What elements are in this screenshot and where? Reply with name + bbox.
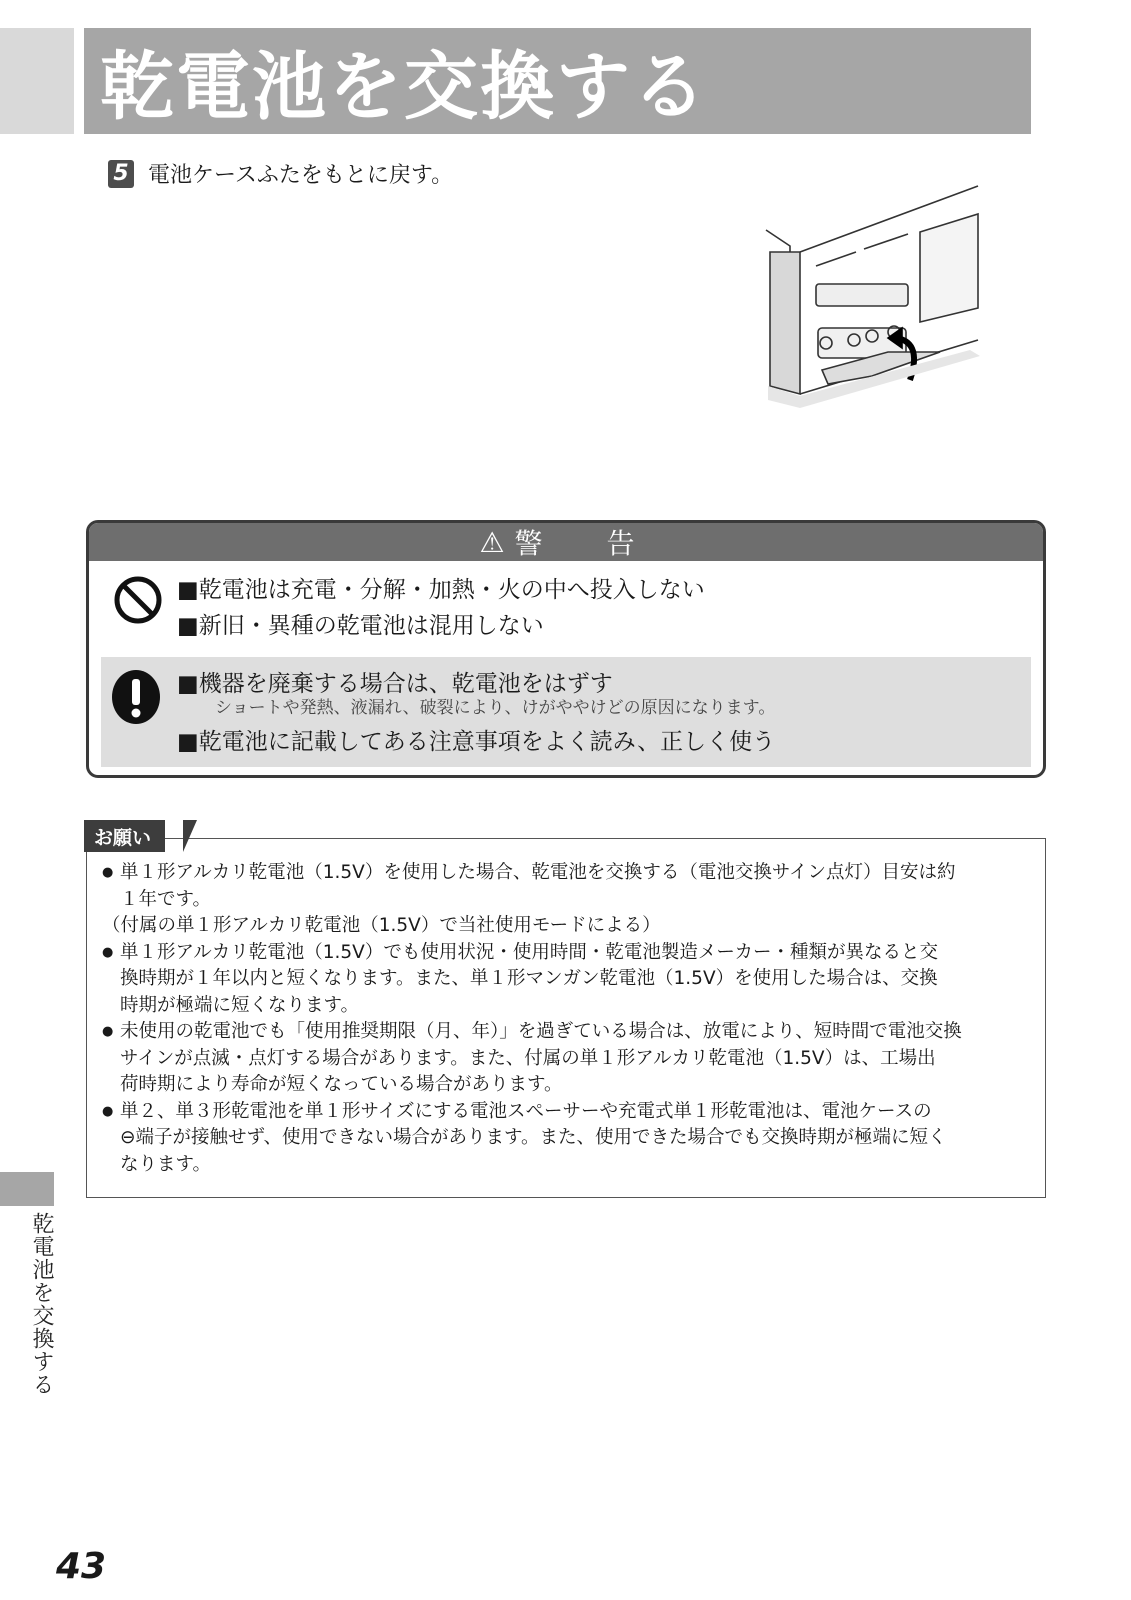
header-tab bbox=[0, 28, 74, 134]
request-item-2-line-2: 換時期が１年以内と短くなります。また、単１形マンガン乾電池（1.5V）を使用した場合は、交換 bbox=[120, 968, 938, 989]
prohibit-line-2: ■新旧・異種の乾電池は混用しない bbox=[177, 613, 544, 639]
warning-triangle-icon: ⚠ bbox=[479, 525, 505, 559]
step-5 bbox=[108, 158, 453, 189]
side-label: 乾電池を交換する bbox=[29, 1212, 54, 1396]
side-tab bbox=[0, 1172, 54, 1206]
page-title: 乾電池を交換する bbox=[100, 44, 708, 130]
exclamation-icon bbox=[111, 669, 161, 725]
request-item-4-line-3: なります。 bbox=[120, 1153, 212, 1175]
step-number: 5 bbox=[108, 160, 134, 188]
request-body bbox=[102, 860, 1032, 1178]
request-item-2-line-1: ● 単１形アルカリ乾電池（1.5V）でも使用状況・使用時間・乾電池製造メーカー・種類が異なると交 bbox=[102, 940, 1032, 967]
page-number: 43 bbox=[56, 1546, 107, 1587]
mandatory-section bbox=[101, 657, 1031, 767]
warning-header bbox=[89, 523, 1043, 561]
prohibit-line-1: ■乾電池は充電・分解・加熱・火の中へ投入しない bbox=[177, 577, 705, 603]
warning-heading: 警 告 bbox=[514, 527, 653, 560]
request-item-4-line-1: ● 単２、単３形乾電池を単１形サイズにする電池スペーサーや充電式単１形乾電池は、電池ケースの bbox=[102, 1099, 1032, 1126]
request-label: お願い bbox=[84, 820, 165, 852]
request-item-4-line-2: ⊖端子が接触せず、使用できない場合があります。また、使用できた場合でも交換時期が極端に短く bbox=[120, 1127, 947, 1148]
title-bar bbox=[84, 28, 1031, 134]
mandatory-line-1: ■機器を廃棄する場合は、乾電池をはずす bbox=[177, 671, 613, 697]
request-item-1-note: （付属の単１形アルカリ乾電池（1.5V）で当社使用モードによる） bbox=[102, 915, 661, 936]
request-item-2-line-3: 時期が極端に短くなります。 bbox=[120, 994, 360, 1016]
request-item-3-line-2: サインが点滅・点灯する場合があります。また、付属の単１形アルカリ乾電池（1.5V）は、工場出 bbox=[120, 1047, 936, 1069]
mandatory-subtext: ショートや発熱、液漏れ、破裂により、けがややけどの原因になります。 bbox=[215, 698, 776, 718]
battery-cover-illustration bbox=[760, 180, 1000, 420]
prohibit-section bbox=[89, 561, 1043, 657]
mandatory-line-2: ■乾電池に記載してある注意事項をよく読み、正しく使う bbox=[177, 729, 776, 755]
request-label-notch bbox=[183, 820, 197, 852]
request-item-1-line-1: ● 単１形アルカリ乾電池（1.5V）を使用した場合、乾電池を交換する（電池交換サイン点灯）目安は約 bbox=[102, 860, 1032, 887]
warning-box bbox=[86, 520, 1046, 778]
step-text: 電池ケースふたをもとに戻す。 bbox=[148, 163, 454, 188]
request-item-1-line-2: １年です。 bbox=[120, 888, 212, 910]
request-item-3-line-3: 荷時期により寿命が短くなっている場合があります。 bbox=[120, 1074, 563, 1095]
prohibition-icon bbox=[113, 575, 163, 625]
request-item-3-line-1: ● 未使用の乾電池でも「使用推奨期限（月、年）」を過ぎている場合は、放電により、短時間で電池交換 bbox=[102, 1019, 1032, 1046]
